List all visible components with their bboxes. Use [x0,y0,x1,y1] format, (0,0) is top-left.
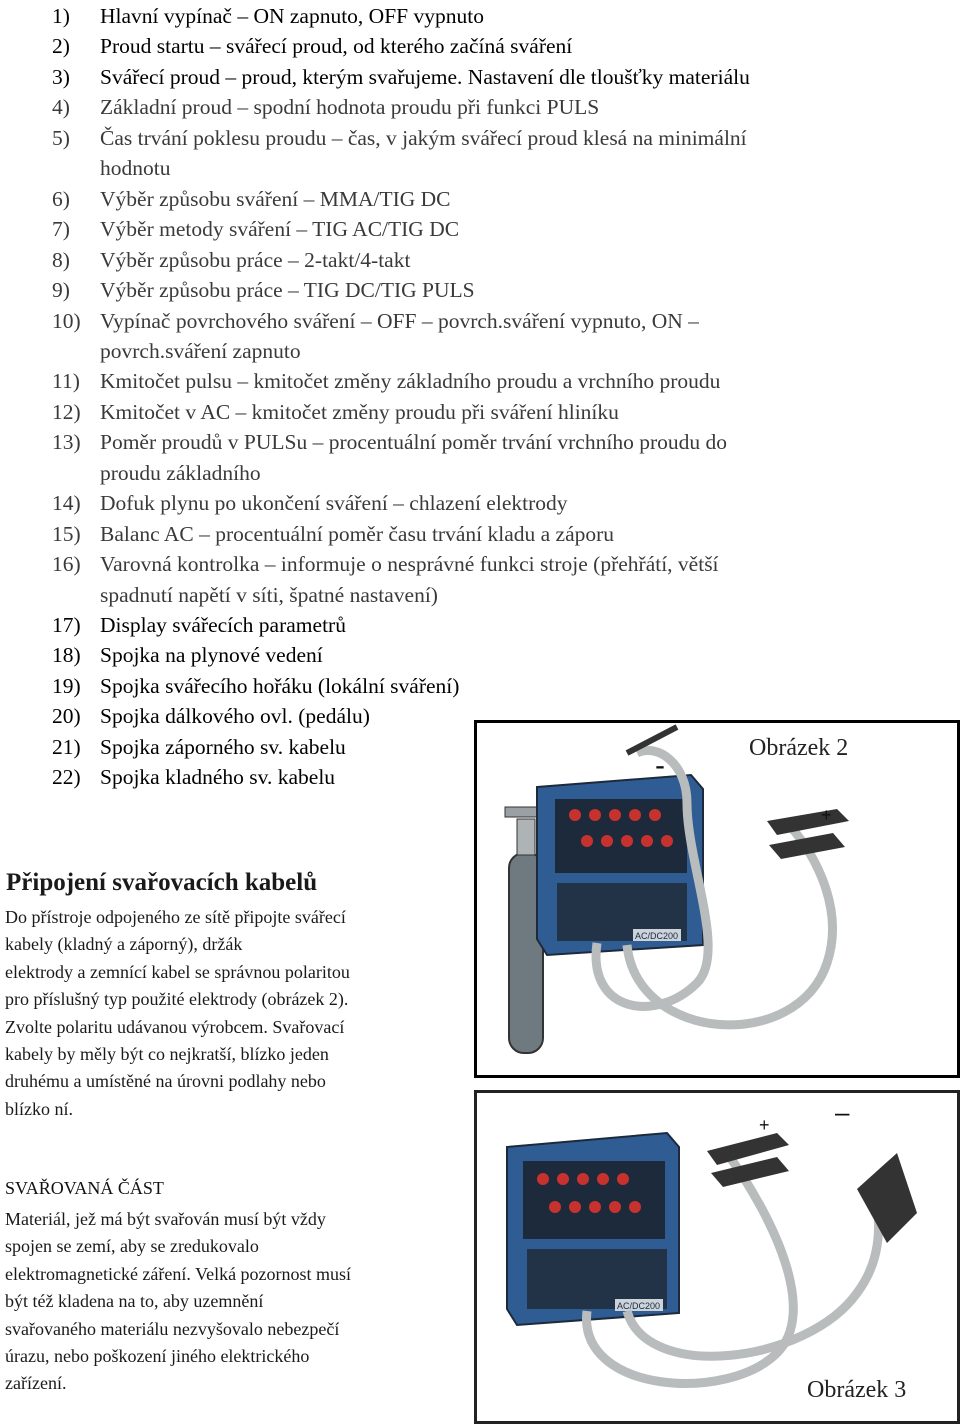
list-item-number: 11) [52,369,80,394]
list-item-text: Dofuk plynu po ukončení sváření – chlazení elektrody [100,491,568,516]
list-item-number: 4) [52,95,70,120]
section-heading-cables: Připojení svařovacích kabelů [6,869,318,896]
list-item-number: 8) [52,247,70,272]
list-item-text: Kmitočet v AC – kmitočet změny proudu při sváření hliníku [100,399,619,424]
list-item-text: Hlavní vypínač – ON zapnuto, OFF vypnuto [100,4,484,28]
list-item-text: Výběr způsobu sváření – MMA/TIG DC [100,186,451,211]
paragraph-line: druhému a umístěné na úrovni podlahy nebo [5,1071,326,1092]
paragraph-line: Materiál, jež má být svařován musí být vždy [5,1209,326,1229]
paragraph-line: kabely by měly být co nejkratší, blízko jeden [5,1044,329,1064]
list-item-text: proudu základního [100,460,261,485]
list-item-number: 17) [52,613,81,637]
list-item-number: 7) [52,217,70,242]
list-item-text: Výběr způsobu práce – TIG DC/TIG PULS [100,278,475,303]
list-item-number: 5) [52,125,70,150]
list-item-text: Display svářecích parametrů [100,613,346,637]
model-badge-text: AC/DC200 [617,1301,661,1311]
minus-sign: – [835,1097,850,1127]
paragraph-line: být též kladena na to, aby uzemnění [5,1291,264,1312]
list-item-text: Spojka dálkového ovl. (pedálu) [100,704,370,729]
figure-3-illustration [477,1093,957,1421]
list-item-number: 18) [52,643,81,668]
ground-clamp [767,809,849,835]
list-item-number: 1) [52,4,70,28]
list-item-number: 21) [52,734,81,759]
list-item-text: hodnotu [100,156,171,181]
gas-regulator [517,819,535,855]
list-item-text: Spojka svářecího hořáku (lokální sváření) [100,673,460,698]
list-item-text: Výběr způsobu práce – 2-takt/4-takt [100,247,411,272]
list-item-text: Proud startu – svářecí proud, od kterého začíná sváření [100,34,573,59]
list-item-text: Vypínač povrchového sváření – OFF – povrch.sváření vypnuto, ON – [100,308,699,333]
list-item-number: 2) [52,34,70,59]
figure-3 [474,1090,960,1424]
list-item-text: Svářecí proud – proud, kterým svařujeme. Nastavení dle tloušťky materiálu [100,64,750,89]
paragraph-line: spojen se zemí, aby se zredukovalo [5,1236,259,1257]
list-item-text: Balanc AC – procentuální poměr času trvání kladu a záporu [100,521,615,546]
list-item-text: spadnutí napětí v síti, špatné nastavení) [100,582,438,607]
list-item-text: Spojka na plynové vedení [100,643,323,668]
paragraph-line: elektrody a zemnící kabel se správnou polaritou [5,961,350,982]
list-item-number: 9) [52,278,70,303]
paragraph-line: pro příslušný typ použité elektrody (obrázek 2). [5,989,349,1010]
list-item-number: 14) [52,491,81,516]
list-item-text: Výběr metody sváření – TIG AC/TIG DC [100,217,460,242]
list-item-text: Základní proud – spodní hodnota proudu při funkci PULS [100,95,600,120]
list-item-text: Spojka záporného sv. kabelu [100,734,346,759]
figure-2-illustration [477,723,957,1075]
plus-sign: + [821,805,832,825]
list-item-text: Kmitočet pulsu – kmitočet změny základního proudu a vrchního proudu [100,369,721,394]
section-heading-welded-part: SVAŘOVANÁ ČÁST [5,1178,164,1198]
plus-sign: + [759,1115,770,1135]
paragraph-line: blízko ní. [5,1098,73,1119]
figure-3-label: Obrázek 3 [807,1377,907,1403]
list-item-text: povrch.sváření zapnuto [100,338,301,363]
list-item-number: 13) [52,430,81,455]
list-item-number: 6) [52,186,70,211]
model-badge-text: AC/DC200 [635,931,679,941]
paragraph-line: svařovaného materiálu nezvyšovalo nebezpečí [5,1318,340,1339]
list-item-number: 15) [52,521,81,546]
minus-sign: - [655,749,665,782]
figure-2 [474,720,960,1078]
list-item-text: Čas trvání poklesu proudu – čas, v jakým svářecí proud klesá na minimální [100,125,747,150]
list-item-text: Spojka kladného sv. kabelu [100,765,336,790]
electrode-holder [857,1153,917,1243]
paragraph-line: kabely (kladný a záporný), držák [5,934,243,955]
list-item-number: 3) [52,64,70,89]
paragraph-line: Do přístroje odpojeného ze sítě připojte svářecí [5,907,346,927]
list-item-text: Poměr proudů v PULSu – procentuální poměr trvání vrchního proudu do [100,430,727,455]
list-item-number: 22) [52,765,81,790]
figure-2-label: Obrázek 2 [749,735,849,761]
list-item-number: 10) [52,308,81,333]
list-item-number: 20) [52,704,81,729]
list-item-text: Varovná kontrolka – informuje o nesprávné funkci stroje (přehřátí, větší [100,552,719,577]
list-item-number: 19) [52,673,81,698]
paragraph-line: elektromagnetické záření. Velká pozornost musí [5,1263,352,1284]
list-item-number: 16) [52,552,81,577]
paragraph-line: úrazu, nebo poškození jiného elektrického [5,1346,310,1366]
control-panel [523,1161,665,1239]
paragraph-line: Zvolte polaritu udávanou výrobcem. Svařovací [5,1016,345,1037]
list-item-number: 12) [52,399,81,424]
paragraph-line: zařízení. [5,1373,67,1394]
